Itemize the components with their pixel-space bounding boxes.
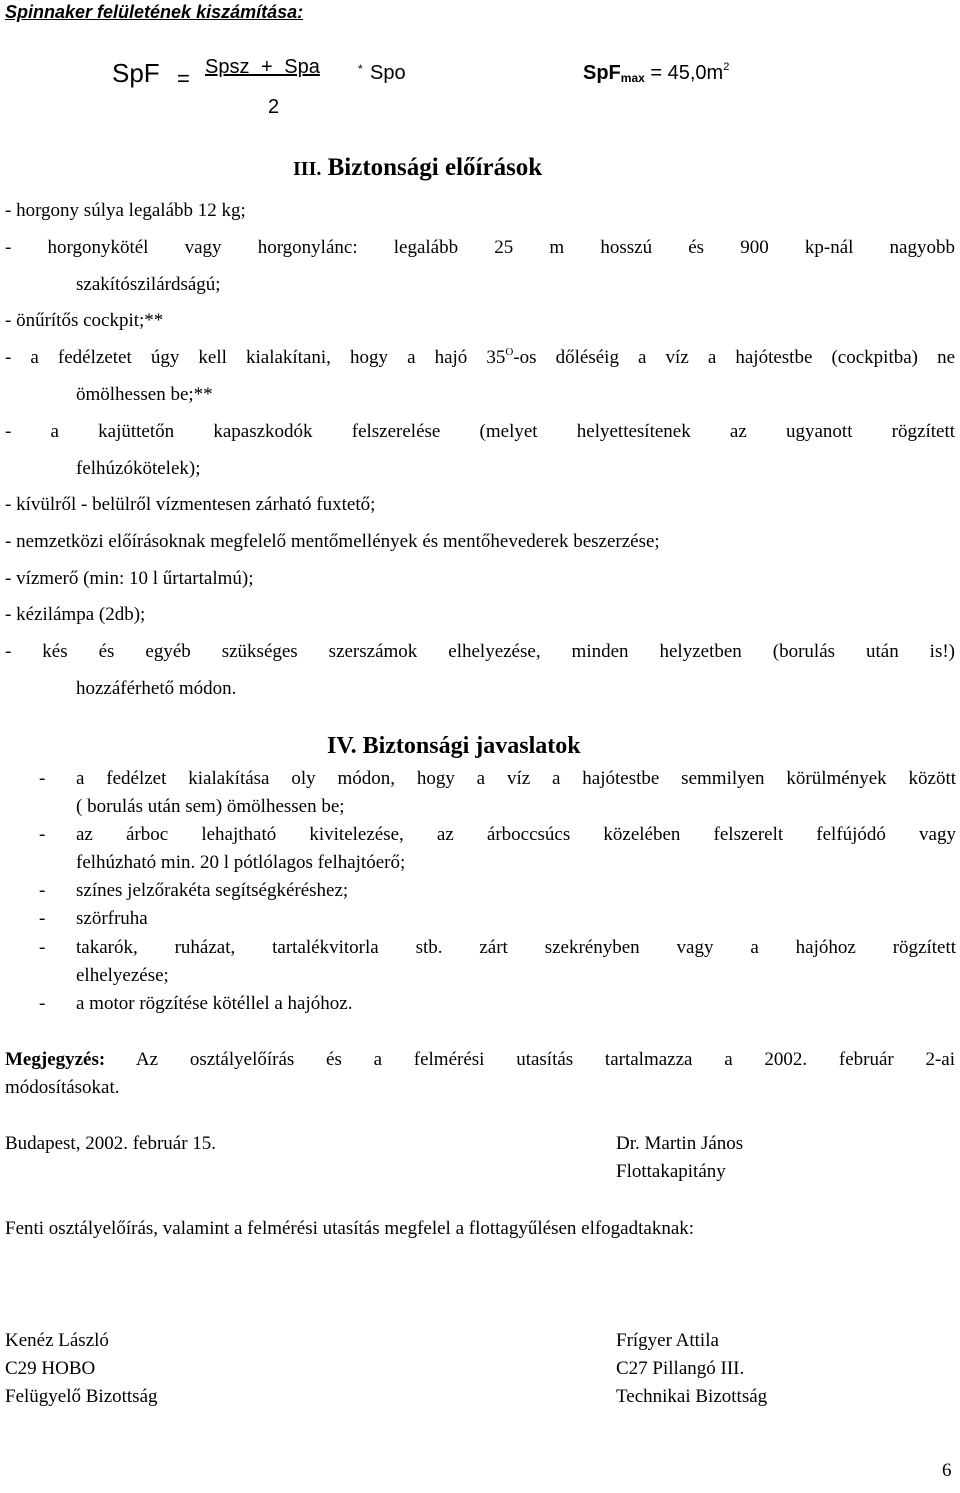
s4-item-2-line2: felhúzható min. 20 l pótlólagos felhajtóerő; bbox=[76, 852, 406, 873]
formula-max-exp: 2 bbox=[723, 61, 730, 73]
note-line2: módosításokat. bbox=[5, 1077, 120, 1098]
section3-title bbox=[293, 154, 542, 182]
s3-item-2-line1: - horgonykötél vagy horgonylánc: legalább 25 m hosszú és 900 kp-nál nagyobb bbox=[5, 237, 955, 258]
s4-dash-2: - bbox=[39, 824, 46, 845]
formula-factor: Spo bbox=[370, 62, 406, 84]
s4-dash-3: - bbox=[39, 880, 46, 901]
s3-item-4-degree: O bbox=[505, 346, 514, 358]
s4-dash-4: - bbox=[39, 908, 46, 929]
s3-item-2-line2: szakítószilárdságú; bbox=[76, 274, 221, 295]
s4-dash-6: - bbox=[39, 993, 46, 1014]
s3-item-5-line2: felhúzókötelek); bbox=[76, 458, 201, 479]
section4-title: IV. Biztonsági javaslatok bbox=[327, 733, 581, 759]
signer-right-name: Frígyer Attila bbox=[616, 1330, 719, 1351]
signer-right-role: Technikai Bizottság bbox=[616, 1386, 768, 1407]
s3-item-10-line1: - kés és egyéb szükséges szerszámok elhelyezése, minden helyzetben (borulás után is!) bbox=[5, 641, 955, 662]
s4-item-1-line2: ( borulás után sem) ömölhessen be; bbox=[76, 796, 345, 817]
page-heading: Spinnaker felületének kiszámítása: bbox=[5, 2, 304, 22]
s3-item-1: - horgony súlya legalább 12 kg; bbox=[5, 200, 246, 221]
s3-item-9: - kézilámpa (2db); bbox=[5, 604, 146, 625]
s3-item-4-part-b: -os dőléséig a víz a hajótestbe (cockpitba) ne bbox=[513, 347, 955, 368]
signer-left-role: Felügyelő Bizottság bbox=[5, 1386, 158, 1407]
formula-denominator: 2 bbox=[268, 96, 280, 118]
s3-item-8: - vízmerő (min: 10 l űrtartalmú); bbox=[5, 568, 254, 589]
s3-item-4-part-a: - a fedélzetet úgy kell kialakítani, hogy a hajó 35 bbox=[5, 347, 506, 368]
s4-item-4: szörfruha bbox=[76, 908, 148, 929]
formula-max-label: SpF bbox=[583, 62, 621, 84]
note-line1 bbox=[5, 1049, 955, 1071]
formula-equals: = bbox=[177, 66, 190, 91]
s4-dash-1: - bbox=[39, 768, 46, 789]
s3-item-7: - nemzetközi előírásoknak megfelelő mentőmellények és mentőhevederek beszerzése; bbox=[5, 531, 660, 552]
s4-item-6: a motor rögzítése kötéllel a hajóhoz. bbox=[76, 993, 353, 1014]
s3-item-3: - önűrítős cockpit;** bbox=[5, 310, 164, 331]
s3-item-5-line1: - a kajüttetőn kapaszkodók felszerelése (melyet helyettesítenek az ugyanott rögzített bbox=[5, 421, 955, 442]
formula-times: * bbox=[358, 62, 363, 76]
signer1-role: Flottakapitány bbox=[616, 1161, 726, 1182]
note-label: Megjegyzés: bbox=[5, 1049, 106, 1070]
s3-item-4-line1 bbox=[5, 347, 955, 369]
s4-item-5-line1: takarók, ruházat, tartalékvitorla stb. zárt szekrényben vagy a hajóhoz rögzített bbox=[76, 937, 956, 958]
formula-numerator: Spsz + Spa bbox=[205, 56, 320, 78]
note-text: Az osztályelőírás és a felmérési utasítás tartalmazza a 2002. február 2-ai bbox=[135, 1049, 955, 1070]
place-date: Budapest, 2002. február 15. bbox=[5, 1133, 217, 1154]
signer-left-name: Kenéz László bbox=[5, 1330, 109, 1351]
s3-item-6: - kívülről - belülről vízmentesen zárható fuxtető; bbox=[5, 494, 376, 515]
formula-lhs: SpF bbox=[112, 58, 160, 88]
formula-max bbox=[583, 62, 729, 85]
formula-max-sub: max bbox=[620, 71, 645, 85]
signer-right-boat: C27 Pillangó III. bbox=[616, 1358, 745, 1379]
s4-item-5-line2: elhelyezése; bbox=[76, 965, 169, 986]
page-number: 6 bbox=[942, 1460, 952, 1481]
s4-dash-5: - bbox=[39, 937, 46, 958]
accepted-text: Fenti osztályelőírás, valamint a felmérési utasítás megfelel a flottagyűlésen elfogadtaknak: bbox=[5, 1218, 695, 1239]
s4-item-3: színes jelzőrakéta segítségkéréshez; bbox=[76, 880, 349, 901]
s3-item-10-line2: hozzáférhető módon. bbox=[76, 678, 237, 699]
signer1-name: Dr. Martin János bbox=[616, 1133, 744, 1154]
section3-number: III. bbox=[293, 158, 322, 180]
s4-item-1-line1: a fedélzet kialakítása oly módon, hogy a víz a hajótestbe semmilyen körülmények között bbox=[76, 768, 956, 789]
s4-item-2-line1: az árboc lehajtható kivitelezése, az árboccsúcs közelében felszerelt felfújódó vagy bbox=[76, 824, 956, 845]
section3-title-text: Biztonsági előírások bbox=[327, 154, 543, 181]
s3-item-4-line2: ömölhessen be;** bbox=[76, 384, 213, 405]
signer-left-boat: C29 HOBO bbox=[5, 1358, 96, 1379]
formula-max-value: = 45,0m bbox=[650, 62, 724, 84]
